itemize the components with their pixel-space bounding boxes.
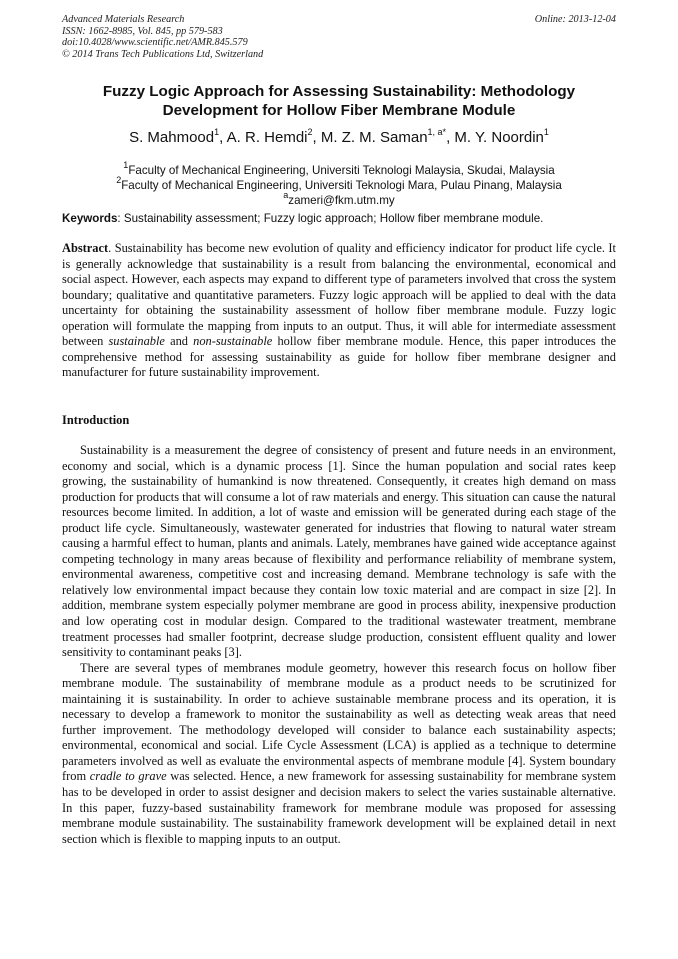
keywords-text: : Sustainability assessment; Fuzzy logic approach; Hollow fiber membrane module. xyxy=(117,212,544,225)
affiliations xyxy=(62,160,616,208)
keywords xyxy=(62,211,616,226)
copyright-line: © 2014 Trans Tech Publications Ltd, Switzerland xyxy=(62,48,264,60)
author-affiliation-mark: 1, a* xyxy=(427,127,447,138)
author-name: A. R. Hemdi xyxy=(226,129,308,146)
corresponding-email: $^a$zameri@fkm.utm.my xyxy=(283,190,395,207)
section-heading-introduction: Introduction xyxy=(62,413,130,427)
author-affiliation-mark: 1 xyxy=(543,127,549,138)
paper-title: Fuzzy Logic Approach for Assessing Sustainability: Methodology Development for Hollow Fiber Membrane Module xyxy=(102,83,576,119)
abstract: Abstract. Sustainability has become new evolution of quality and efficiency indicator for product life cycle. It is generally acknowledge that sustainability is a result from balancing the environmental, economical and social aspect. However, each aspects may expand to different type of parameters involved that cross the system boundary; qualitative and quantitative parameters. Fuzzy logic approach will be applied to deal with the data uncertainty for obtaining the sustainability assessment of hollow fiber membrane module. Fuzzy logic operation will formulate the mapping from inputs to an output. Thus, it will able for intermediate assessment between sustainable and non-sustainable hollow fiber membrane module. Hence, this paper introduces the comprehensive method for assessing sustainability as guide for hollow fiber membrane designer and manufacturer for future sustainability improvement. xyxy=(62,241,616,380)
author-list: S. Mahmood$^1$, A. R. Hemdi$^2$, M. Z. M. Saman$^{1, a*}$, M. Y. Noordin$^1$ xyxy=(129,127,549,146)
keywords-label: Keywords xyxy=(62,212,118,225)
author-name: M. Y. Noordin xyxy=(454,129,544,146)
affiliation-2: $^2$Faculty of Mechanical Engineering, Universiti Teknologi Mara, Pulau Pinang, Malaysia xyxy=(116,175,562,192)
paragraph: There are several types of membranes module geometry, however this research focus on hollow fiber membrane module. The sustainability of membrane module as a product needs to be scrutinized for maintaining it is sustainability. In order to achieve sustainable membrane process and its operation, it is necessary to develop a framework to monitor the sustainability as well as detecting weak areas that need further improvement. The methodology developed will consider to balance each sustainability aspects; environmental, economical and social. Life Cycle Assessment (LCA) is applied as a technique to determine parameters involved as well as evaluate the environmental aspects of membrane module [4]. System boundary from cradle to grave was selected. Hence, a new framework for assessing sustainability for membrane system has to be developed in order to assist designer and decision makers to select the varies sustainable alternative. In this paper, fuzzy-based sustainability framework for membrane module was proposed for assessing membrane module sustainability. The sustainability framework development will be explained detail in next section which is flexible to mapping inputs to an output. xyxy=(62,660,617,846)
affiliation-1: $^1$Faculty of Mechanical Engineering, Universiti Teknologi Malaysia, Skudai, Malaysia xyxy=(123,160,555,177)
issn-line: ISSN: 1662-8985, Vol. 845, pp 579-583 xyxy=(62,25,223,37)
journal-header xyxy=(62,14,616,60)
author-name: M. Z. M. Saman xyxy=(320,129,428,146)
abstract-label: Abstract xyxy=(62,241,109,255)
online-date: Online: 2013-12-04 xyxy=(534,14,616,25)
author-affiliation-mark: 2 xyxy=(307,127,313,138)
paragraph: Sustainability is a measurement the degree of consistency of present and future needs in an environment, economy and social, which is a dynamic process [1]. Since the human population and social rates keep growing, the sustainability of humankind is now threatened. Consequently, it creates high demand on mass production for products that will consume a lot of raw materials and energy. This situation can cause the natural resources become limited. In addition, a lot of waste and emission will be generated during each stage of the product life cycle. Simultaneously, wastewater generated for industries that flowing to natural water stream causing a harmful effect to human, plants and animals. Lately, membranes have gained wide acceptance against competing technology in many areas because of flexibility and performance reliability of membrane system, environmental awareness, competitive cost and increasing demand. Membrane technology is safe with the relatively low environmental impact because they contain low toxic material and are compact in size [2]. In addition, membrane system especially polymer membrane are good in process ability, inexpensive production and low operating cost in modular design. Compared to the traditional wastewater treatment, membrane treatment processes had smaller footprint, decrease sludge production, consistent effluent quality and lower sensitivity to contaminant peaks [3]. xyxy=(62,443,616,660)
doi-line: doi:10.4028/www.scientific.net/AMR.845.579 xyxy=(62,37,248,49)
introduction-body xyxy=(62,443,616,847)
journal-name: Advanced Materials Research xyxy=(62,14,185,25)
author-name: S. Mahmood xyxy=(129,129,215,146)
author-affiliation-mark: 1 xyxy=(214,127,220,138)
